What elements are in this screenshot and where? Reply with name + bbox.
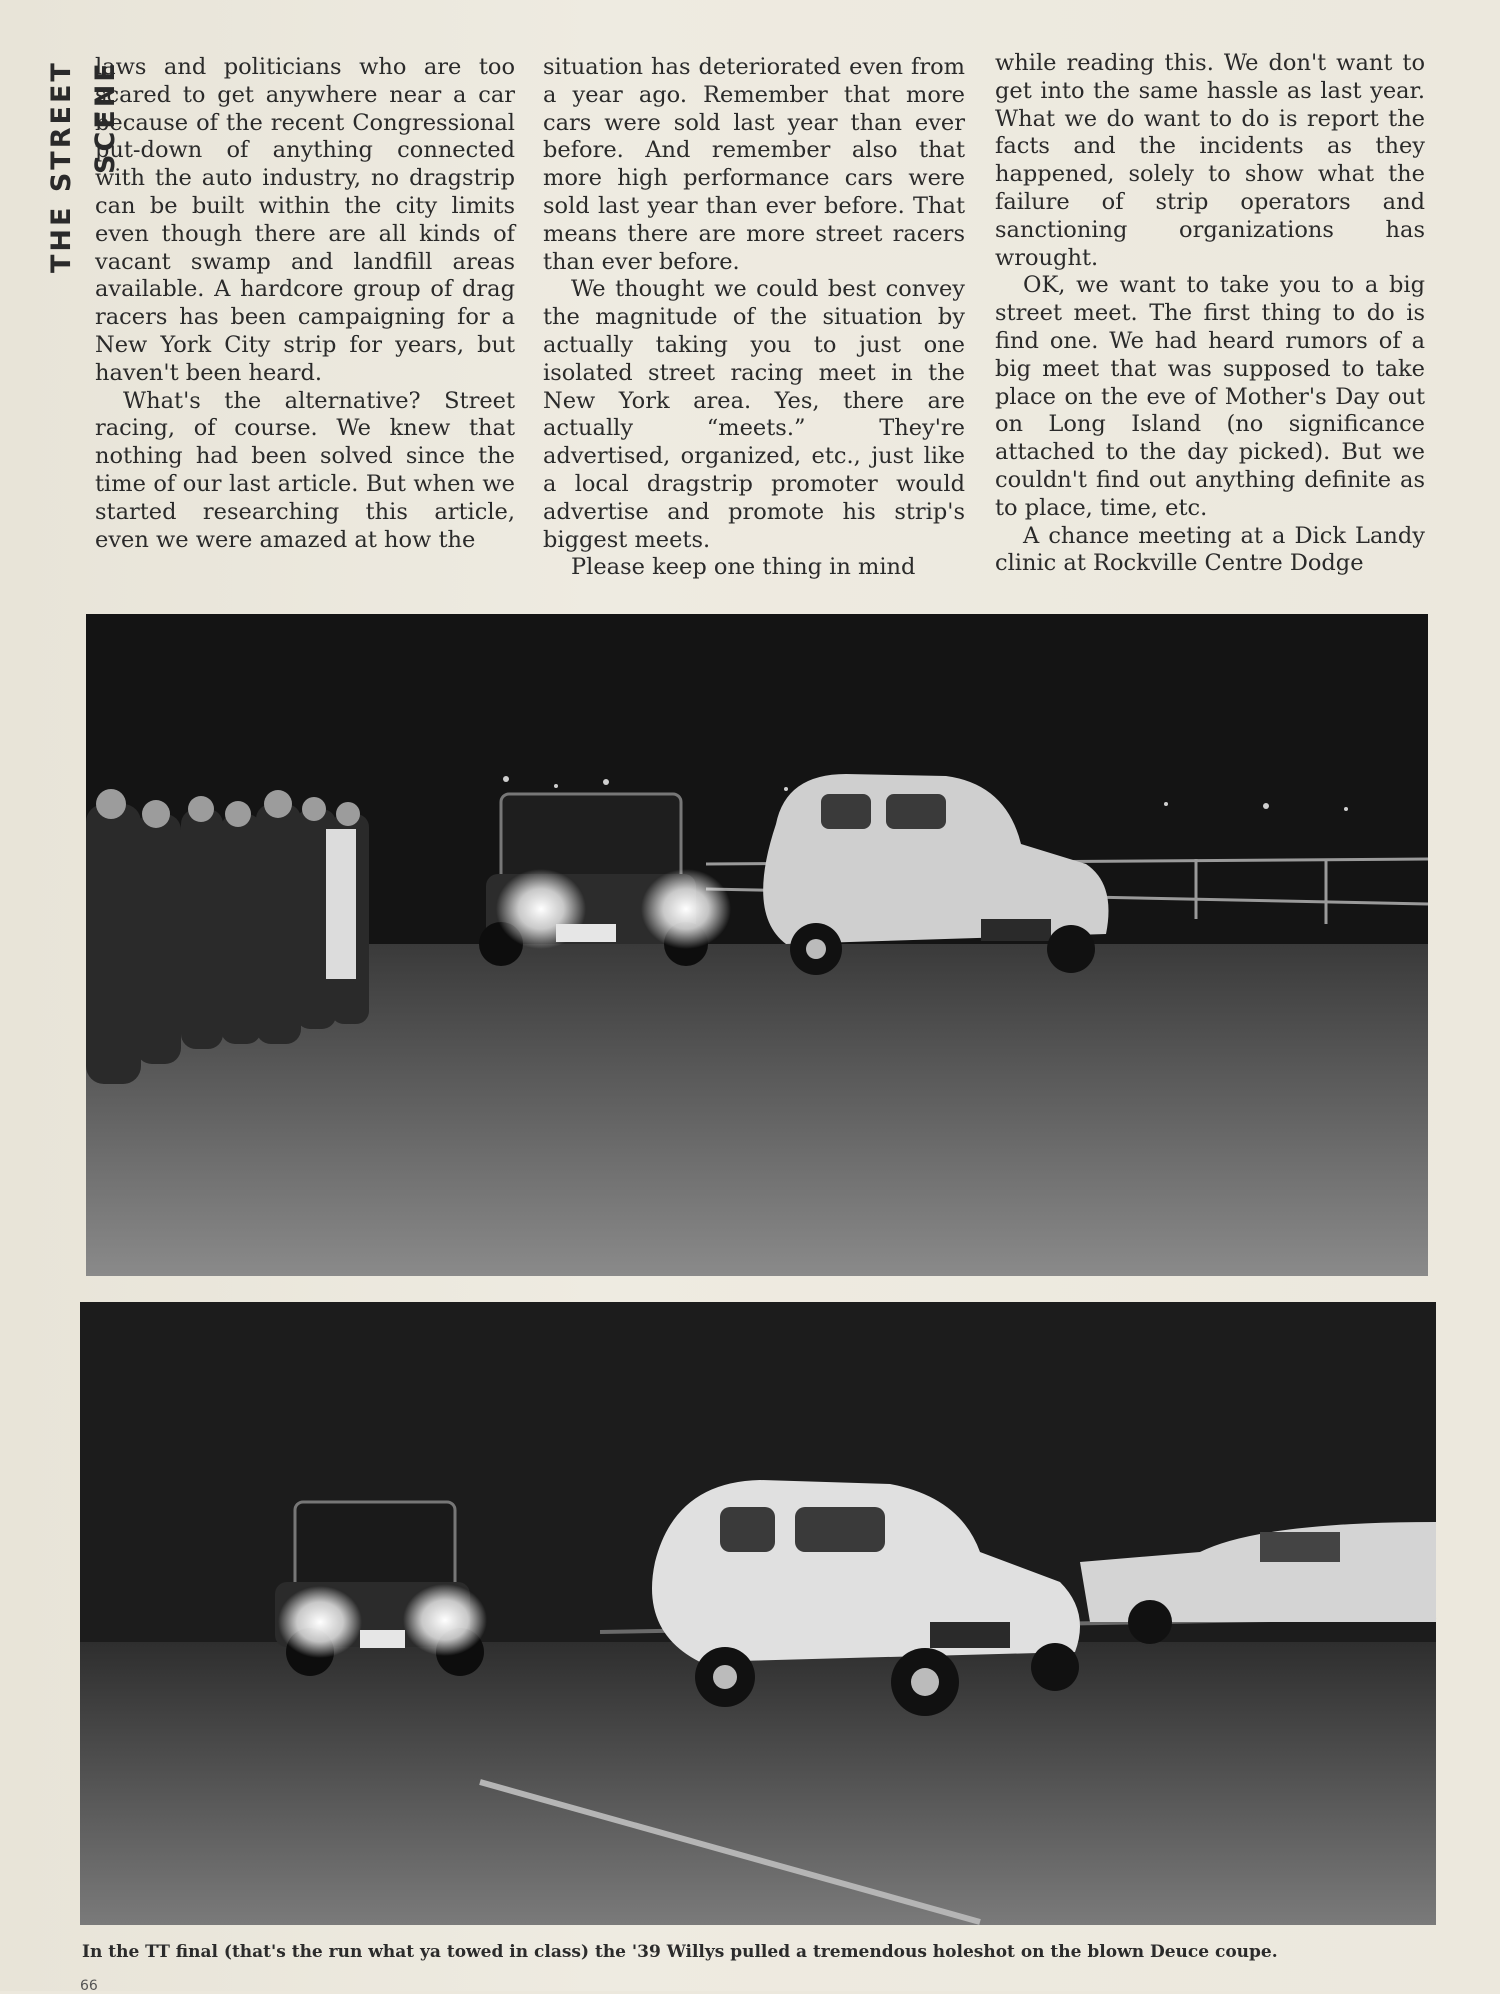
paragraph: situation has deteriorated even from a year ago. Remember that more cars were sold last year than ever before. And remember also that more high performance cars were sold last year than ever before. That means there are more street racers than ever before. [543,54,965,275]
paragraph: Please keep one thing in mind [571,554,916,581]
paragraph: What's the alternative? Street racing, of course. We knew that nothing had been solved since the time of our last article. But when we started researching this article, even we were amazed at how the [95,387,515,553]
photo-tt-final-illustration [80,1302,1436,1925]
photo-starting-line [86,614,1428,1276]
paragraph: laws and politicians who are too scared to get anywhere near a car because of the recent Congressional put-down of anything connected with the auto industry, no dragstrip can be built within the city limits even though there are all kinds of vacant swamp and landfill areas available. A hardcore group of drag racers has been campaigning for a New York City strip for years, but haven't been heard. [95,54,515,386]
photo-caption: In the TT final (that's the run what ya towed in class) the '39 Willys pulled a tremendous holeshot on the blown Deuce coupe. [82,1942,1278,1962]
text-column-2 [543,54,965,581]
paragraph: OK, we want to take you to a big street meet. The first thing to do is find one. We had heard rumors of a big meet that was supposed to take place on the eve of Mother's Day out on Long Island (no significance attached to the day picked). But we couldn't find out anything definite as to place, time, etc. [995,272,1425,521]
paragraph: A chance meeting at a Dick Landy clinic at Rockville Centre Dodge [995,522,1425,577]
text-column-3 [995,50,1425,577]
photo-starting-line-illustration [86,614,1428,1276]
section-title: THE STREET SCENE [46,60,121,273]
text-column-1 [95,54,515,564]
paragraph: We thought we could best convey the magnitude of the situation by actually taking you to just one isolated street racing meet in the New York area. Yes, there are actually “meets.” They're advertised, organized, etc., just like a local dragstrip promoter would advertise and promote his strip's biggest meets. [543,276,965,553]
paragraph: while reading this. We don't want to get into the same hassle as last year. What we do want to do is report the facts and the incidents as they happened, solely to show what the failure of strip operators and sanctioning organizations has wrought. [995,50,1425,271]
photo-tt-final-launch [80,1302,1436,1925]
page-number: 66 [80,1978,98,1994]
